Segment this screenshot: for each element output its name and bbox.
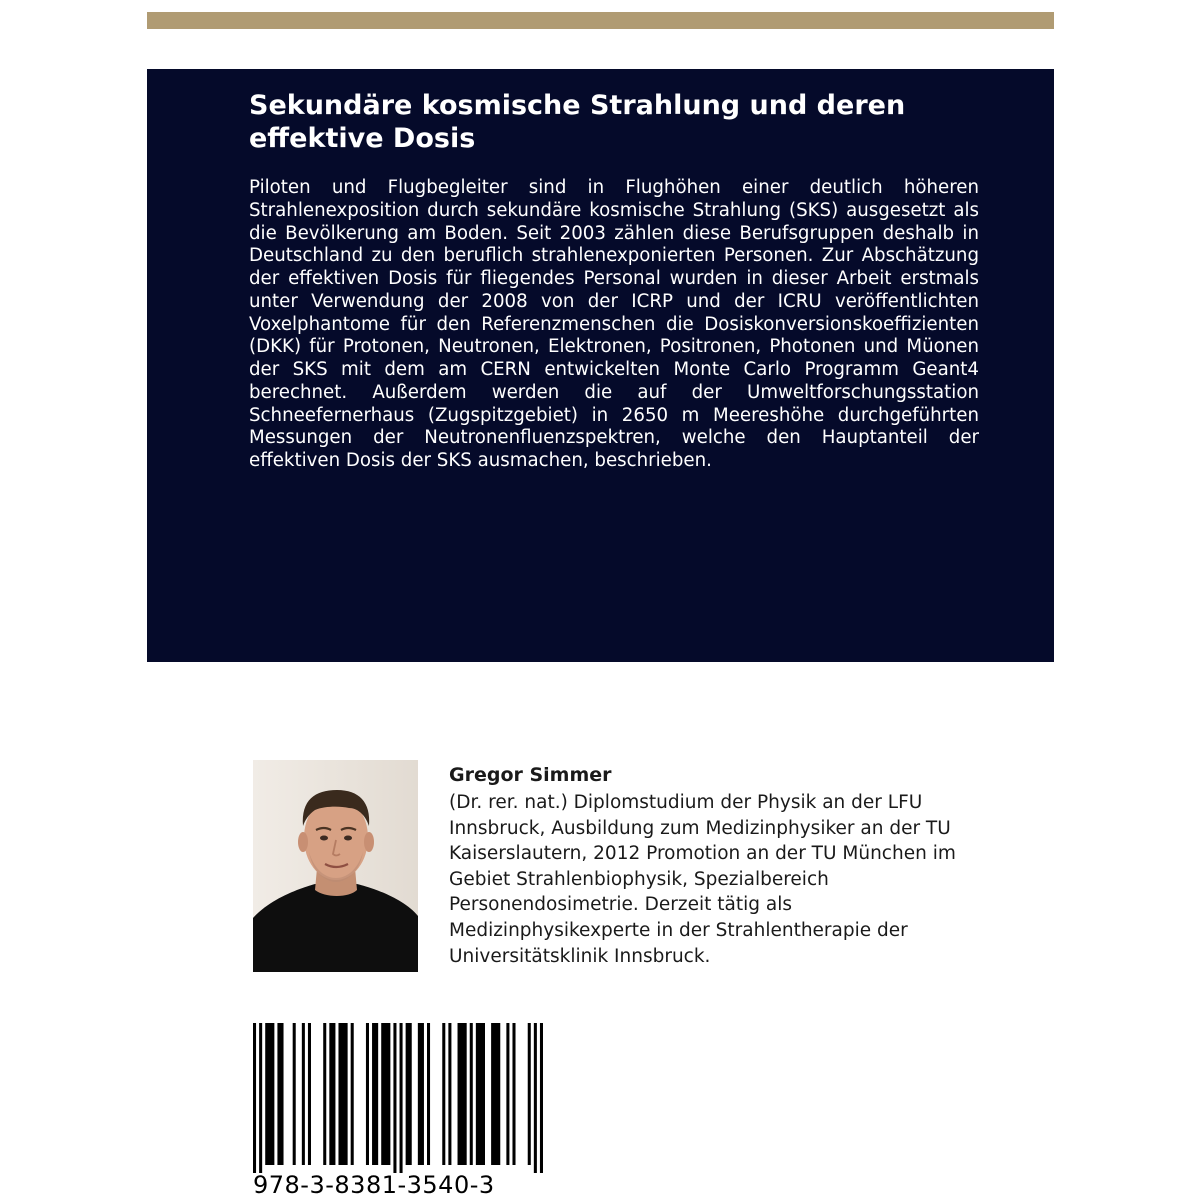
isbn-barcode (253, 1023, 543, 1173)
barcode-bar (406, 1023, 412, 1165)
barcode-bar (528, 1023, 531, 1165)
barcode-bar (351, 1023, 354, 1165)
barcode-bar (534, 1023, 537, 1173)
barcode-bar (338, 1023, 347, 1165)
barcode-bar (458, 1023, 467, 1165)
barcode-bar (259, 1023, 262, 1173)
barcode-bar (265, 1023, 274, 1165)
barcode-bar (277, 1023, 283, 1165)
blurb-panel (147, 69, 1054, 662)
barcode-bar (470, 1023, 473, 1165)
isbn-number: 978-3-8381-3540-3 (253, 1171, 495, 1199)
author-name: Gregor Simmer (449, 764, 612, 786)
barcode-bar (323, 1023, 326, 1165)
barcode-bar (302, 1023, 305, 1165)
barcode-bar (329, 1023, 335, 1165)
barcode-bar (476, 1023, 485, 1165)
barcode-bar (418, 1023, 424, 1165)
barcode-bar (293, 1023, 296, 1165)
book-description: Piloten und Flugbegleiter sind in Flughöhen einer deutlich höheren Strahlenexposition durch sekundäre kosmische Strahlung (SKS) ausgesetzt als die Bevölkerung am Boden. Seit 2003 zählen diese Berufsgruppen deshalb in Deutschland zu den beruflich strahlenexponierten Personen. Zur Abschätzung der effektiven Dosis für fliegendes Personal wurden in dieser Arbeit erstmals unter Verwendung der 2008 von der ICRP und der ICRU veröffentlichten Voxelphantome für den Referenzmenschen die Dosiskonversionskoeffizienten (DKK) für Protonen, Neutronen, Elektronen, Positronen, Photonen und Müonen der SKS mit dem am CERN entwickelten Monte Carlo Programm Geant4 berechnet. Außerdem werden die auf der Umweltforschungsstation Schneefernerhaus (Zugspitzgebiet) in 2650 m Meereshöhe durchgeführten Messungen der Neutronenfluenzspektren, welche den Hauptanteil der effektiven Dosis der SKS ausmachen, beschrieben. (249, 177, 979, 471)
barcode-bar (372, 1023, 378, 1165)
author-photo (253, 760, 418, 972)
barcode-bar (448, 1023, 451, 1165)
barcode-bar (366, 1023, 369, 1165)
barcode-bar (381, 1023, 390, 1165)
barcode-bar (540, 1023, 543, 1173)
decorative-top-bar (147, 12, 1054, 29)
barcode-bar (427, 1023, 430, 1165)
barcode-bar (491, 1023, 500, 1165)
barcode-bar (253, 1023, 256, 1173)
book-title: Sekundäre kosmische Strahlung und deren effektive Dosis (249, 90, 906, 154)
barcode-bar (400, 1023, 403, 1173)
author-bio: (Dr. rer. nat.) Diplomstudium der Physik an der LFU Innsbruck, Ausbildung zum Medizinphysiker an der TU Kaiserslautern, 2012 Promotion an der TU München im Gebiet Strahlenbiophysik, Spezialbereich Personendosimetrie. Derzeit tätig als Medizinphysikexperte in der Strahlentherapie der Universitätsklinik Innsbruck. (449, 792, 956, 967)
barcode-bar (442, 1023, 445, 1165)
barcode-bar (308, 1023, 311, 1165)
barcode-bar (506, 1023, 509, 1165)
barcode-bar (512, 1023, 515, 1165)
barcode-bar (393, 1023, 396, 1173)
